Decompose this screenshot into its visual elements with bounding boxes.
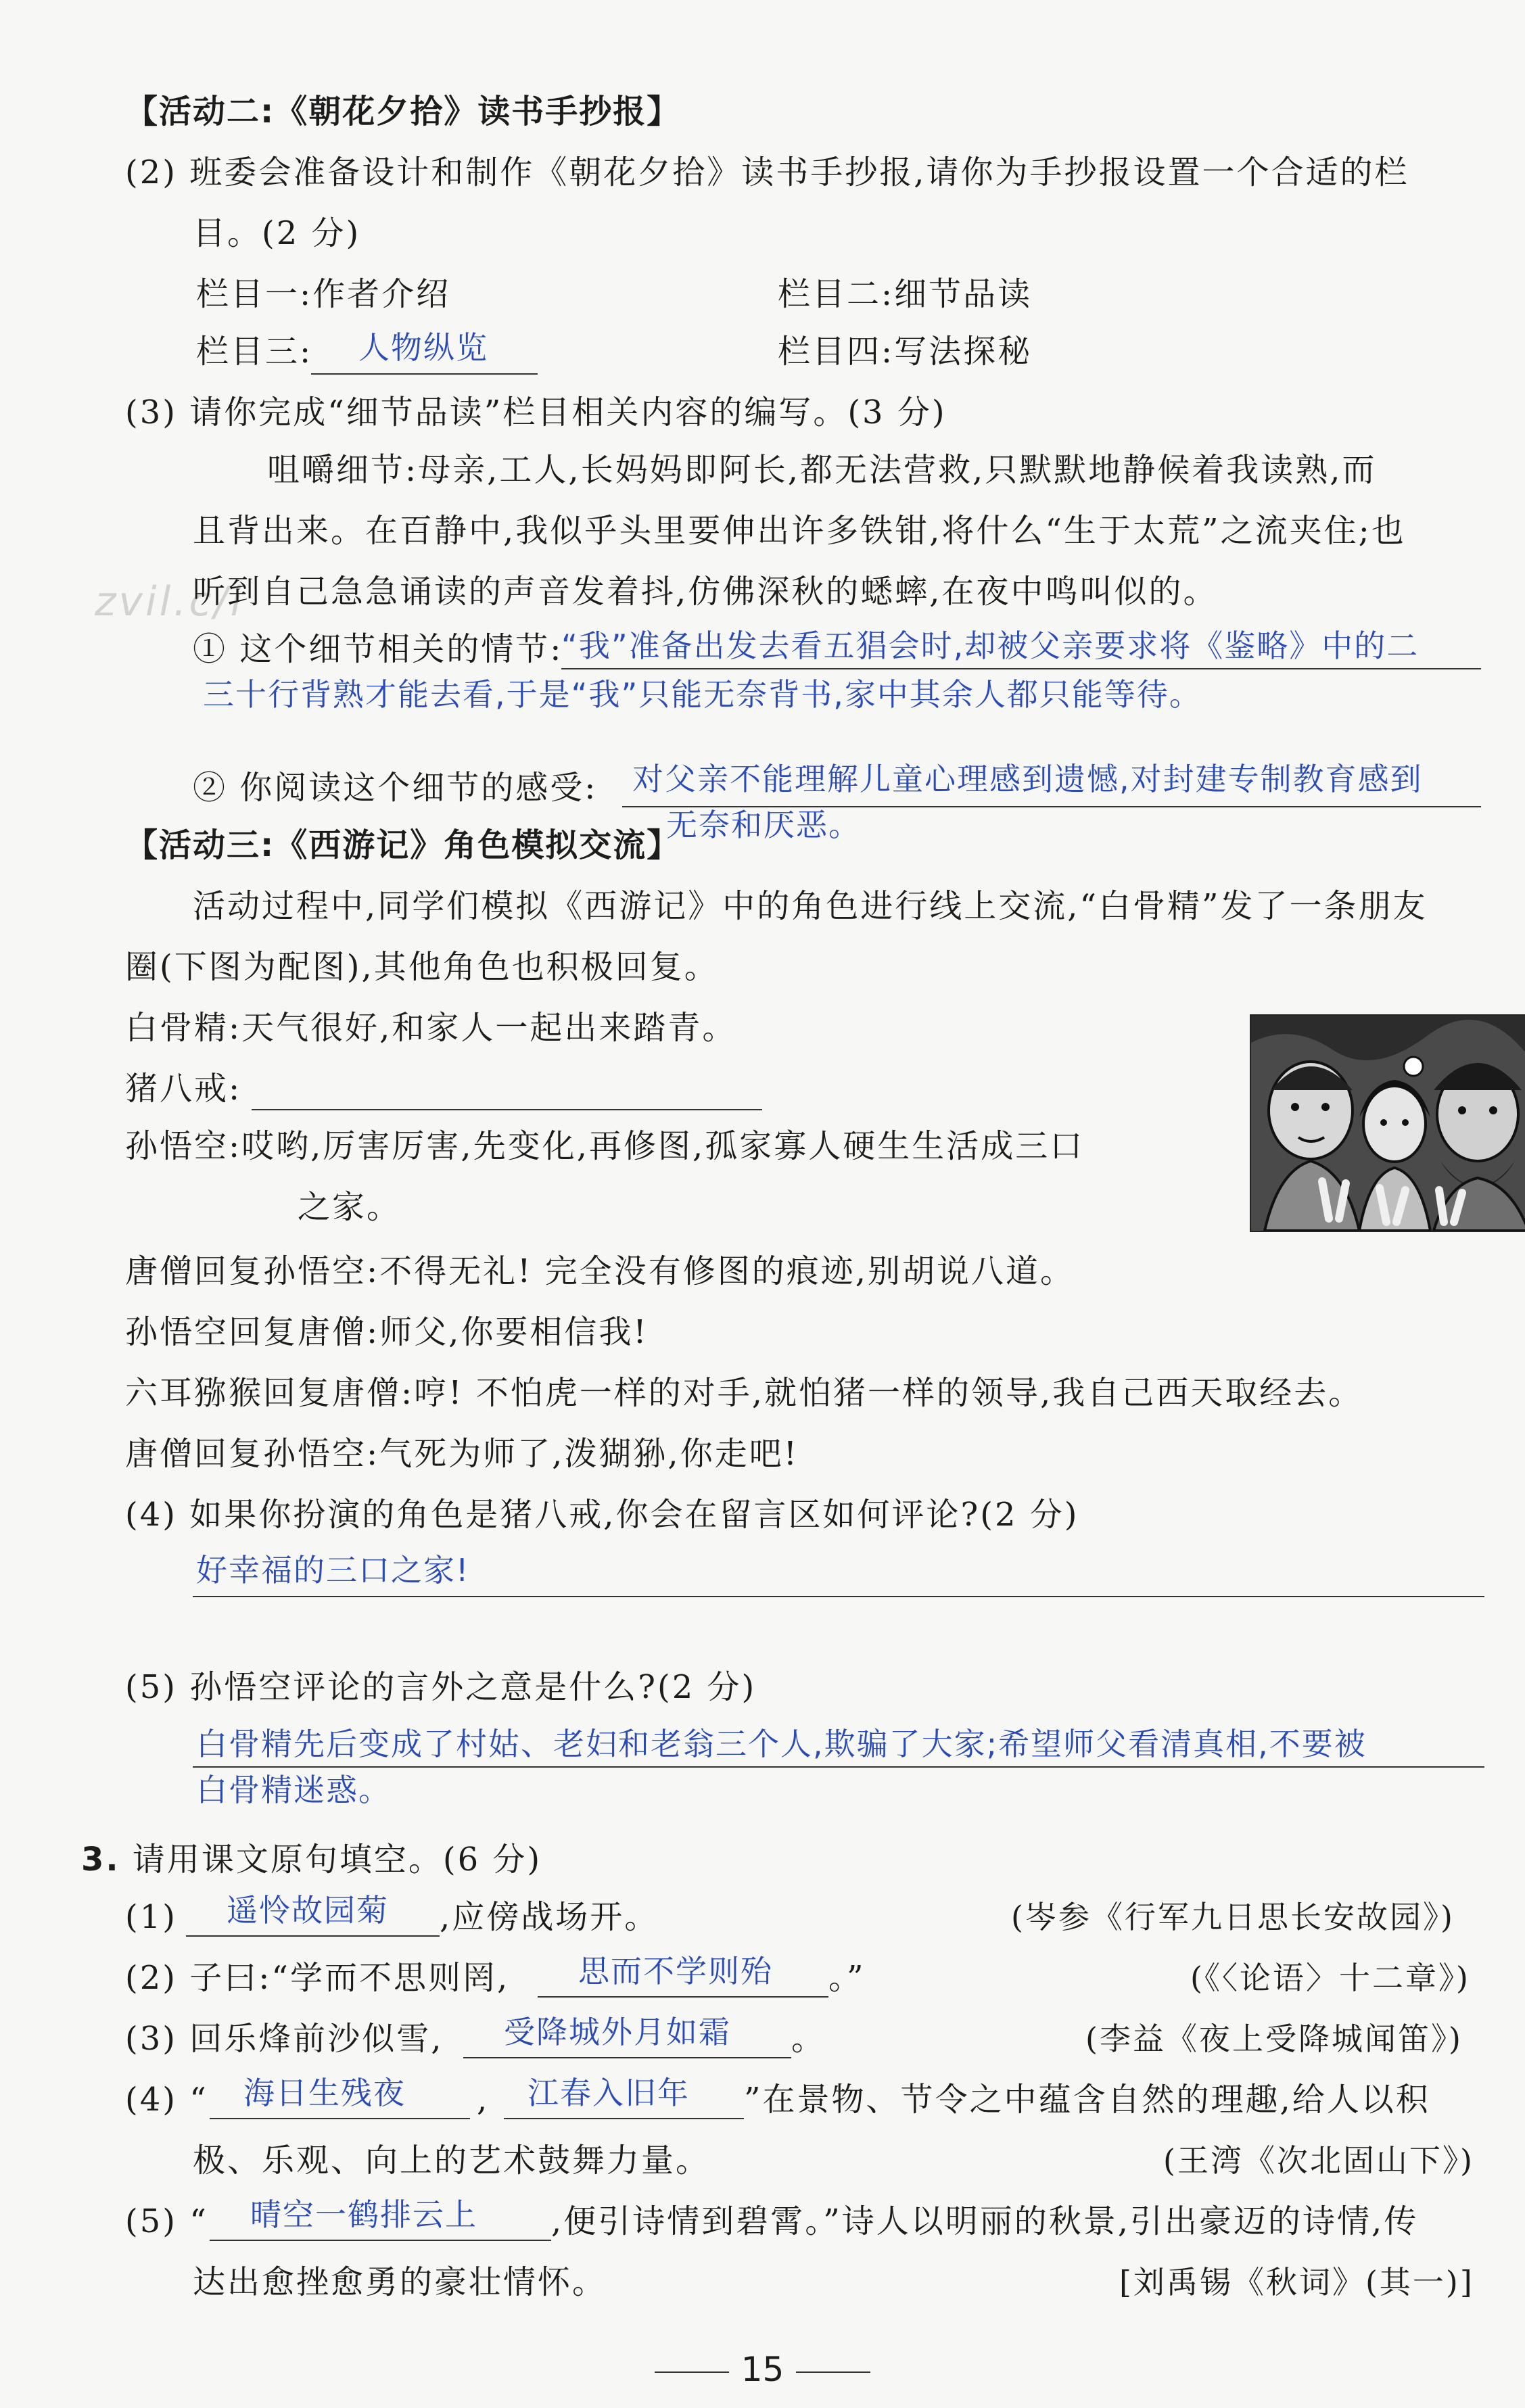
fill-item-3-blank[interactable]	[463, 2057, 791, 2058]
fill-item-4-prefix: (4) “	[125, 2081, 208, 2119]
question-5-answer-line1: 白骨精先后变成了村姑、老妇和老翁三个人,欺骗了大家;希望师父看清真相,不要被	[196, 1726, 1367, 1762]
fill-item-1-source: (岑参《行军九日思长安故园》)	[1011, 1899, 1455, 1935]
character-photo-illustration	[1250, 1014, 1525, 1232]
passage-line3: 听到自己急急诵读的声音发着抖,仿佛深秋的蟋蟀,在夜中鸣叫似的。	[193, 573, 1218, 611]
fill-item-1-answer: 遥怜故园菊	[227, 1892, 389, 1929]
question-4: (4) 如果你扮演的角色是猪八戒,你会在留言区如何评论?(2 分)	[125, 1496, 1079, 1534]
page-number-dash-left	[655, 2371, 729, 2373]
activity2-heading: 【活动二:《朝花夕拾》读书手抄报】	[125, 93, 681, 131]
fill-item-5-blank[interactable]	[210, 2240, 551, 2241]
watermark: zvil.c/i	[95, 578, 245, 625]
dialogue-sunwukong-line1: 孙悟空:哎哟,厉害厉害,先变化,再修图,孤家寡人硬生生活成三口	[125, 1127, 1085, 1165]
fill-item-2-suffix: 。”	[828, 1959, 866, 1997]
fill-item-5-line2: 达出愈挫愈勇的豪壮情怀。	[193, 2263, 607, 2301]
fill-item-5-source: [刘禹锡《秋词》(其一)]	[1119, 2264, 1474, 2300]
fill-item-1-suffix: ,应傍战场开。	[440, 1898, 659, 1936]
fill-item-2-blank[interactable]	[538, 1996, 828, 1998]
question-5-underline[interactable]	[193, 1766, 1484, 1768]
fill-item-3-prefix: (3) 回乐烽前沙似雪,	[125, 2020, 444, 2058]
column-3-answer: 人物纵览	[358, 329, 488, 366]
fill-item-1-prefix: (1)	[125, 1898, 177, 1936]
sub-question-2-label: ② 你阅读这个细节的感受:	[193, 769, 598, 807]
question-4-underline[interactable]	[193, 1596, 1484, 1597]
q2-line2: 目。(2 分)	[193, 214, 361, 252]
fill-item-4-blank-b[interactable]	[504, 2118, 744, 2119]
dialogue-sunwukong-reply: 孙悟空回复唐僧:师父,你要相信我!	[125, 1313, 649, 1351]
fill-item-4-line2: 极、乐观、向上的艺术鼓舞力量。	[193, 2142, 711, 2179]
q2-line1: (2) 班委会准备设计和制作《朝花夕拾》读书手抄报,请你为手抄报设置一个合适的栏	[125, 154, 1409, 191]
question-4-answer: 好幸福的三口之家!	[196, 1552, 470, 1588]
page-number-row	[0, 2350, 1525, 2389]
sub-question-1-label: ① 这个细节相关的情节:	[193, 630, 563, 668]
sub-question-1-underline	[561, 668, 1481, 669]
sub-question-1-answer-line1: “我”准备出发去看五猖会时,却被父亲要求将《鉴略》中的二	[561, 628, 1420, 664]
page-number: 15	[741, 2350, 784, 2389]
passage-line2: 且背出来。在百静中,我似乎头里要伸出许多铁钳,将什么“生于太荒”之流夹住;也	[193, 512, 1406, 550]
section3-number: 3.	[81, 1841, 120, 1879]
zhubajie-blank[interactable]	[252, 1109, 762, 1110]
column-3-blank[interactable]	[311, 373, 538, 375]
fill-item-1-blank[interactable]	[186, 1935, 440, 1937]
section3-title-row	[81, 1839, 542, 1880]
question-5: (5) 孙悟空评论的言外之意是什么?(2 分)	[125, 1668, 757, 1706]
fill-item-5-prefix: (5) “	[125, 2202, 208, 2240]
sub-question-1-answer-line2: 三十行背熟才能去看,于是“我”只能无奈背书,家中其余人都只能等待。	[203, 676, 1202, 713]
fill-item-5-suffix: ,便引诗情到碧霄。”诗人以明丽的秋景,引出豪迈的诗情,传	[551, 2202, 1419, 2240]
dialogue-sunwukong-line2: 之家。	[298, 1188, 402, 1226]
fill-item-4-answer-b: 江春入旧年	[527, 2075, 690, 2111]
fill-item-2-source: (《〈论语〉十二章》)	[1190, 1960, 1470, 1996]
dialogue-tangseng-1: 唐僧回复孙悟空:不得无礼! 完全没有修图的痕迹,别胡说八道。	[125, 1252, 1075, 1290]
fill-item-4-suffix: ”在景物、节令之中蕴含自然的理趣,给人以积	[744, 2081, 1430, 2119]
fill-item-3-suffix: 。	[791, 2020, 826, 2058]
fill-item-5-answer: 晴空一鹤排云上	[250, 2196, 477, 2233]
dialogue-baigujing: 白骨精:天气很好,和家人一起出来踏青。	[125, 1009, 737, 1047]
activity3-intro-line1: 活动过程中,同学们模拟《西游记》中的角色进行线上交流,“白骨精”发了一条朋友	[193, 887, 1428, 925]
fill-item-3-source: (李益《夜上受降城闻笛》)	[1085, 2021, 1463, 2057]
dialogue-liuermihou: 六耳猕猴回复唐僧:哼! 不怕虎一样的对手,就怕猪一样的领导,我自己西天取经去。	[125, 1374, 1363, 1412]
fill-item-4-source: (王湾《次北固山下》)	[1163, 2142, 1474, 2179]
page-number-dash-right	[796, 2371, 870, 2373]
activity3-heading: 【活动三:《西游记》角色模拟交流】	[125, 826, 681, 864]
column-4: 栏目四:写法探秘	[778, 333, 1033, 371]
column-1: 栏目一:作者介绍	[196, 275, 451, 313]
q3-line: (3) 请你完成“细节品读”栏目相关内容的编写。(3 分)	[125, 394, 947, 431]
column-3-label: 栏目三:	[196, 333, 313, 371]
illustration-svg	[1251, 1016, 1525, 1231]
fill-item-4-answer-a: 海日生残夜	[243, 2075, 406, 2111]
fill-item-2-answer: 思而不学则殆	[578, 1953, 773, 1989]
dialogue-tangseng-2: 唐僧回复孙悟空:气死为师了,泼猢狲,你走吧!	[125, 1435, 799, 1473]
fill-item-4-comma: ,	[477, 2081, 490, 2119]
column-2: 栏目二:细节品读	[778, 275, 1033, 313]
fill-item-2-prefix: (2) 子曰:“学而不思则罔,	[125, 1959, 510, 1997]
sub-question-2-answer-line1: 对父亲不能理解儿童心理感到遗憾,对封建专制教育感到	[632, 761, 1423, 797]
passage-line1: 咀嚼细节:母亲,工人,长妈妈即阿长,都无法营救,只默默地静候着我读熟,而	[267, 451, 1377, 489]
sub-question-2-answer-line2: 无奈和厌恶。	[666, 807, 861, 843]
dialogue-zhubajie-label: 猪八戒:	[125, 1070, 242, 1108]
section3-title: 请用课文原句填空。(6 分)	[132, 1841, 542, 1879]
activity3-intro-line2: 圈(下图为配图),其他角色也积极回复。	[125, 948, 719, 986]
fill-item-3-answer: 受降城外月如霜	[504, 2014, 731, 2050]
question-5-answer-line2: 白骨精迷惑。	[196, 1772, 391, 1808]
fill-item-4-blank-a[interactable]	[210, 2118, 470, 2119]
